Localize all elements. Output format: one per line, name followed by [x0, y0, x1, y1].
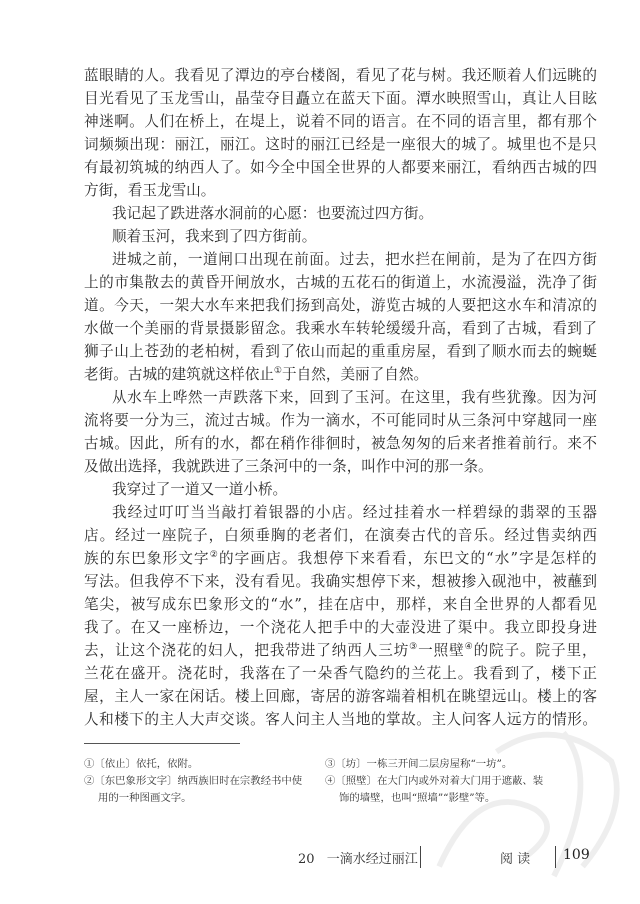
text-line: 流将要一分为三，流过古城。作为一滴水，不可能同时从三条河中穿越同一座: [84, 412, 597, 429]
footnote-divider: [84, 743, 240, 744]
footnote-2: ②〔东巴象形文字〕纳西族旧时在宗教经书中使: [84, 775, 303, 787]
text-line: 族的东巴象形文字②的字画店。我想停下来看看，东巴文的“水”字是怎样的: [84, 550, 597, 567]
text-line: 人和楼下的主人大声交谈。客人问主人当地的掌故。主人问客人远方的情形。: [84, 711, 597, 728]
text-line: 目光看见了玉龙雪山，晶莹夺目矗立在蓝天下面。潭水映照雪山，真让人目眩: [84, 90, 597, 107]
lesson-title: 一滴水经过丽江: [326, 852, 418, 867]
text-line: 兰花在盛开。浇花时，我落在了一朵香气隐约的兰花上。我看到了，楼下正: [84, 665, 597, 682]
footnote-marker: ③: [409, 642, 419, 653]
footnote-3: ③〔坊〕一栋三开间二层房屋称“一坊”。: [325, 758, 513, 770]
text-line: 写法。但我停不下来，没有看见。我确实想停下来，想被掺入砚池中，被蘸到: [84, 573, 597, 590]
text-line: 狮子山上苍劲的老柏树，看到了依山而起的重重房屋，看到了顺水而去的蜿蜒: [84, 343, 597, 360]
text-line: 有最初筑城的纳西人了。如今全中国全世界的人都要来丽江，看纳西古城的四: [84, 159, 597, 176]
text-line: 及做出选择，我就跌进了三条河中的一条，叫作中河的那一条。: [84, 458, 493, 475]
text-line: 古城。因此，所有的水，都在稍作徘徊时，被急匆匆的后来者推着前行。来不: [84, 435, 597, 452]
footer-divider: [420, 846, 421, 868]
text-line: 我穿过了一道又一道小桥。: [112, 481, 288, 498]
text-line: 去，让这个浇花的妇人，把我带进了纳西人三坊③一照壁④的院子。院子里，: [84, 642, 597, 659]
footnote-4-continued: 饰的墙壁，也叫“照墙”“影壁”等。: [339, 792, 496, 804]
text-line: 方街，看玉龙雪山。: [84, 182, 216, 199]
footnote-marker: ②: [209, 550, 219, 561]
footer-divider: [555, 846, 556, 868]
text-line: 顺着玉河，我来到了四方街前。: [112, 228, 317, 245]
lesson-number: 20: [298, 852, 315, 867]
text-line: 水做一个美丽的背景摄影留念。我乘水车转轮缓缓升高，看到了古城，看到了: [84, 320, 597, 337]
footer-lesson: [298, 848, 418, 867]
text-line: 我了。在又一座桥边，一个浇花人把手中的大壶没进了渠中。我立即投身进: [84, 619, 597, 636]
text-line: 店。经过一座院子，白须垂胸的老者们，在演奏古代的音乐。经过售卖纳西: [84, 527, 597, 544]
text-line: 神迷啊。人们在桥上，在堤上，说着不同的语言。在不同的语言里，都有那个: [84, 113, 597, 130]
text-line: 我经过叮叮当当敲打着银器的小店。经过挂着水一样碧绿的翡翠的玉器: [112, 504, 597, 521]
footnote-marker: ①: [273, 366, 282, 377]
text-line: 上的市集散去的黄昏开闸放水，古城的五花石的街道上，水流漫溢，洗净了街: [84, 274, 597, 291]
text-line: 老街。古城的建筑就这样依止①于自然，美丽了自然。: [84, 366, 429, 383]
text-line: 我记起了跌进落水洞前的心愿：也要流过四方街。: [112, 205, 434, 222]
footnotes-left: [84, 756, 316, 807]
footnote-1: ①〔依止〕依托，依附。: [84, 758, 199, 770]
page-number: 109: [563, 847, 590, 863]
footnote-marker: ④: [464, 642, 474, 653]
footer-section: 阅 读: [500, 852, 531, 867]
footnote-2-continued: 用的一种图画文字。: [98, 792, 192, 804]
text-line: 屋，主人一家在闲话。楼上回廊，寄居的游客端着相机在眺望远山。楼上的客: [84, 688, 597, 705]
text-line: 词频频出现：丽江，丽江。这时的丽江已经是一座很大的城了。城里也不是只: [84, 136, 597, 153]
text-line: 进城之前，一道闸口出现在前面。过去，把水拦在闸前，是为了在四方街: [112, 251, 597, 268]
text-line: 道。今天，一架大水车来把我们扬到高处，游览古城的人要把这水车和清凉的: [84, 297, 597, 314]
text-line: 蓝眼睛的人。我看见了潭边的亭台楼阁，看见了花与树。我还顺着人们远眺的: [84, 67, 597, 84]
footnote-4: ④〔照壁〕在大门内或外对着大门用于遮蔽、装: [325, 775, 544, 787]
body-text: [84, 64, 597, 731]
text-line: 从水车上哗然一声跌落下来，回到了玉河。在这里，我有些犹豫。因为河: [112, 389, 597, 406]
text-line: 笔尖，被写成东巴象形文的“水”，挂在店中，那样，来自全世界的人都看见: [84, 596, 597, 613]
